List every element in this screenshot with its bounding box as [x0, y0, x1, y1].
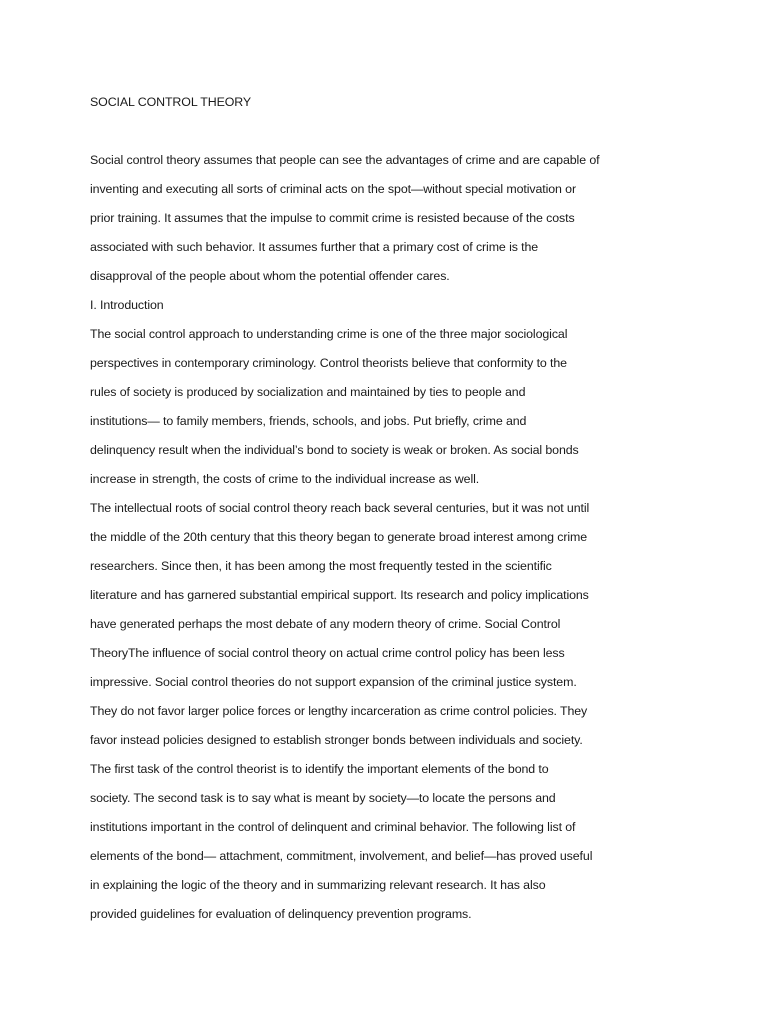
body-line: provided guidelines for evaluation of delinquency prevention programs. [90, 907, 472, 921]
body-line: impressive. Social control theories do not support expansion of the criminal justice system. [90, 675, 577, 689]
body-line: delinquency result when the individual’s bond to society is weak or broken. As social bonds [90, 443, 579, 457]
body-line: perspectives in contemporary criminology. Control theorists believe that conformity to the [90, 356, 567, 370]
body-line: The intellectual roots of social control theory reach back several centuries, but it was not until [90, 501, 590, 515]
body-line: literature and has garnered substantial empirical support. Its research and policy implications [90, 588, 589, 602]
abstract-line: prior training. It assumes that the impulse to commit crime is resisted because of the costs [90, 211, 575, 225]
body-line: The social control approach to understanding crime is one of the three major sociological [90, 327, 568, 341]
abstract-line: disapproval of the people about whom the potential offender cares. [90, 269, 450, 283]
abstract-line: inventing and executing all sorts of criminal acts on the spot—without special motivation or [90, 182, 576, 196]
title-spacer [90, 117, 630, 146]
body-line: in explaining the logic of the theory and in summarizing relevant research. It has also [90, 878, 546, 892]
body-text [90, 320, 630, 929]
body-line: rules of society is produced by socialization and maintained by ties to people and [90, 385, 526, 399]
body-line: favor instead policies designed to establish stronger bonds between individuals and society. [90, 733, 583, 747]
body-line: institutions important in the control of delinquent and criminal behavior. The following list of [90, 820, 576, 834]
body-line: The first task of the control theorist is to identify the important elements of the bond to [90, 762, 549, 776]
body-line: society. The second task is to say what is meant by society—to locate the persons and [90, 791, 556, 805]
abstract-line: associated with such behavior. It assumes further that a primary cost of crime is the [90, 240, 539, 254]
body-line: increase in strength, the costs of crime to the individual increase as well. [90, 472, 480, 486]
body-line: the middle of the 20th century that this theory began to generate broad interest among crime [90, 530, 588, 544]
body-line: elements of the bond— attachment, commitment, involvement, and belief—has proved useful [90, 849, 593, 863]
body-line: institutions— to family members, friends, schools, and jobs. Put briefly, crime and [90, 414, 527, 428]
abstract-paragraph [90, 146, 630, 291]
section-heading: I. Introduction [90, 298, 164, 312]
body-line: They do not favor larger police forces or lengthy incarceration as crime control policies. They [90, 704, 588, 718]
abstract-line: Social control theory assumes that people can see the advantages of crime and are capable of [90, 153, 600, 167]
body-line: TheoryThe influence of social control theory on actual crime control policy has been less [90, 646, 565, 660]
body-line: researchers. Since then, it has been among the most frequently tested in the scientific [90, 559, 552, 573]
document-content [90, 88, 630, 929]
document-title: SOCIAL CONTROL THEORY [90, 95, 252, 109]
body-line: have generated perhaps the most debate of any modern theory of crime. Social Control [90, 617, 561, 631]
